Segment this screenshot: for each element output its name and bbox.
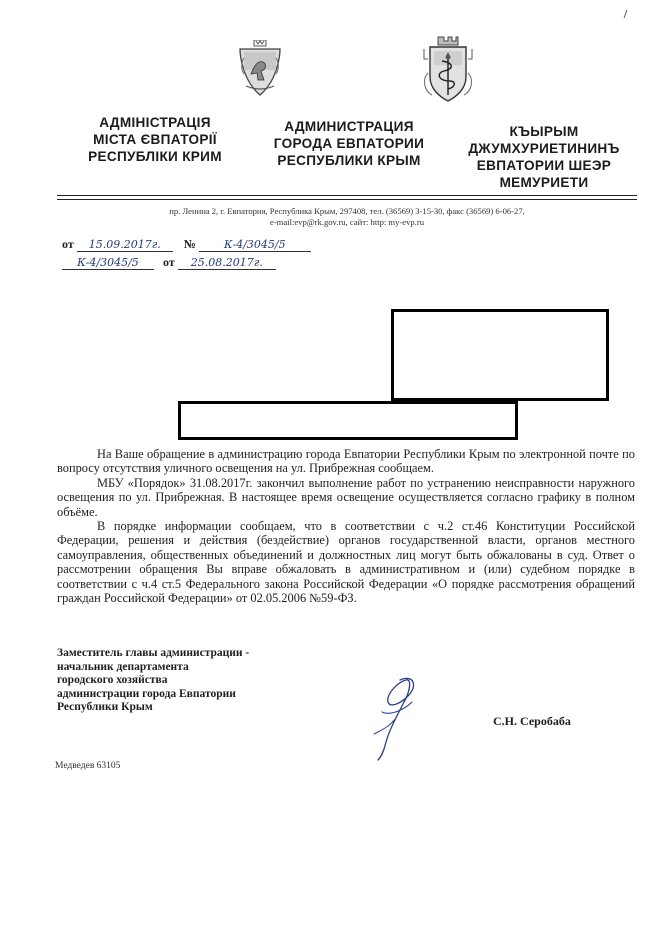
executor-note: Медведев 63105 <box>55 761 121 771</box>
signatory-title-line-4: администрации города Евпатории <box>57 687 236 700</box>
header-ukr-line-2: МІСТА ЄВПАТОРІЇ <box>93 132 217 147</box>
header-rus-line-1: АДМИНИСТРАЦИЯ <box>284 119 414 134</box>
crimea-coat-of-arms-icon <box>236 40 284 103</box>
body-paragraph-2: МБУ «Порядок» 31.08.2017г. закончил выполнение работ по устранению неисправности наружного освещения по ул. Прибрежная. В настоящее время освещение осуществляется согласно графику в полном объёме. <box>57 475 635 519</box>
signatory-title <box>57 646 249 716</box>
header-crh-line-4: МЕМУРИЕТИ <box>499 175 589 190</box>
header-crh-line-2: ДЖУМХУРИЕТИНИНЪ <box>468 141 620 156</box>
redacted-addressee-name-box <box>178 401 518 440</box>
signature-scribble <box>360 672 430 769</box>
ref-on-number: К-4/3045/5 <box>62 256 154 270</box>
header-crh-line-3: ЕВПАТОРИИ ШЕЭР <box>476 158 612 173</box>
ref-from-date: 15.09.2017г. <box>77 238 173 252</box>
scan-mark <box>624 10 637 18</box>
contacts-address: пр. Ленина 2, г. Евпатория, Республика Крым, 297408, тел. (36569) 3-15-30, факс (36569) 6-06-27, <box>169 206 525 216</box>
header-ukr-line-3: РЕСПУБЛІКИ КРИМ <box>88 149 222 164</box>
header-ukr-line-1: АДМІНІСТРАЦІЯ <box>99 115 211 130</box>
signatory-name: С.Н. Серобаба <box>493 714 571 728</box>
redacted-addressee-box <box>391 309 609 401</box>
header-crimean-tatar <box>448 123 640 191</box>
signatory-title-line-5: Республики Крым <box>57 701 153 713</box>
header-rule-top <box>57 195 637 196</box>
signatory-title-line-1: Заместитель главы администрации - <box>57 647 250 659</box>
signatory-title-line-3: городского хозяйства <box>57 674 168 686</box>
header-rus-line-2: ГОРОДА ЕВПАТОРИИ <box>273 136 425 151</box>
contacts-email: e-mail:evp@rk.gov.ru, сайт: http: my-evp.ru <box>270 217 424 227</box>
header-rule-bottom <box>57 199 637 200</box>
contacts <box>60 206 634 228</box>
signatory-title-line-2: начальник департамента <box>57 660 189 673</box>
body-paragraph-3: В порядке информации сообщаем, что в соответствии с ч.2 ст.46 Конституции Российской Федерации, решения и действия (бездействие) органов государственной власти, органов местного самоуправления, общественных объединений и должностных лиц могут быть обжалованы в суд. Ответ о рассмотрении обращения Вы вправе обжаловать в административном и (или) судебном порядке в соответствии с ч.4 ст.5 Федерального закона Российской Федерации «О порядке рассмотрения обращений граждан Российской Федерации» от 02.05.2006 №59-ФЗ. <box>57 519 635 606</box>
header-rus-line-3: РЕСПУБЛИКИ КРЫМ <box>277 153 421 168</box>
header-ukrainian <box>60 114 250 165</box>
body-paragraph-1: На Ваше обращение в администрацию города Евпатории Республики Крым по электронной почте по вопросу отсутствия уличного освещения на ул. Прибрежная сообщаем. <box>57 447 635 476</box>
ref-number: К-4/3045/5 <box>199 238 311 252</box>
evpatoria-coat-of-arms-icon <box>422 35 474 110</box>
ref-on-from-label: от <box>163 255 175 269</box>
ref-on-date: 25.08.2017г. <box>178 256 276 270</box>
header-russian <box>253 118 445 169</box>
ref-row-incoming <box>62 255 276 270</box>
ref-number-label: № <box>183 237 196 251</box>
ref-row-outgoing <box>62 237 311 252</box>
header-crh-line-1: КЪЫРЫМ <box>509 124 579 139</box>
letter-body <box>57 447 635 605</box>
ref-from-label: от <box>62 237 74 251</box>
